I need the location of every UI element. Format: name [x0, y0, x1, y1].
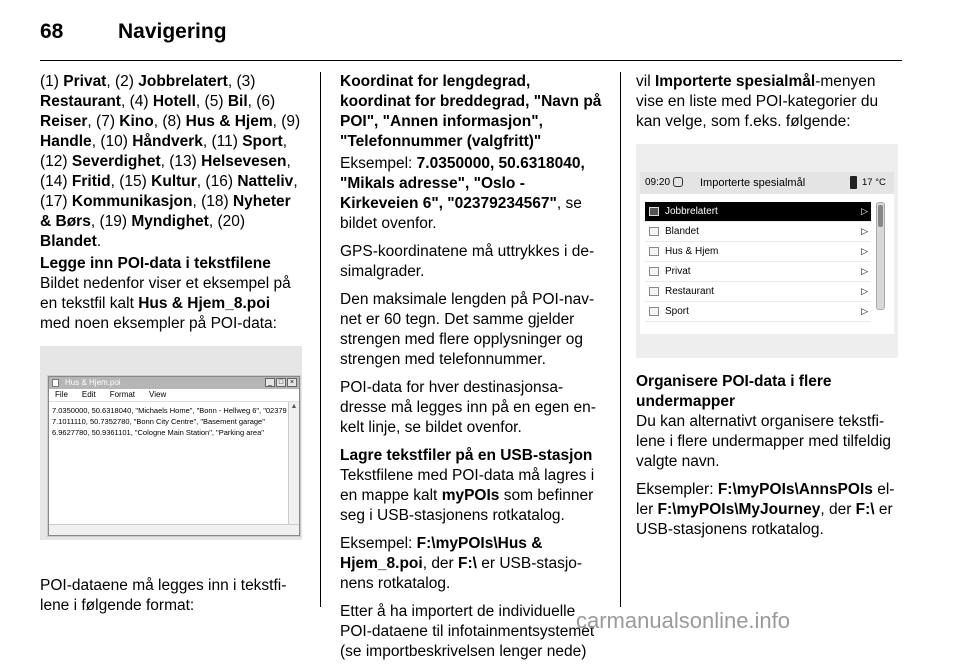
category-number: (16): [205, 173, 233, 190]
category-number: (17): [40, 193, 68, 210]
chevron-right-icon: ▷: [861, 266, 868, 276]
maximize-button[interactable]: □: [276, 378, 286, 387]
category-number: (18): [201, 193, 229, 210]
category-name: Jobbrelatert: [138, 73, 228, 90]
category-number: (2): [114, 73, 134, 90]
notepad-menubar: [49, 389, 299, 402]
poi-line: 6.9627780, 50.9361101, "Cologne Main Station", "Parking area": [52, 428, 264, 437]
category-icon: [649, 307, 659, 316]
heading-usb: Lagre tekstfiler på en USB-stasjon: [340, 447, 593, 464]
category-number: (15): [119, 173, 147, 190]
category-name: Severdighet: [71, 153, 161, 170]
paragraph-format-intro: POI-dataene må legges inn i tekstfi-lene i følgende format:: [40, 577, 287, 614]
chevron-right-icon: ▷: [861, 226, 868, 236]
category-name: Privat: [63, 73, 107, 90]
category-name: Hotell: [152, 93, 196, 110]
category-label: Hus & Hjem: [665, 246, 719, 257]
category-name: Kino: [119, 113, 154, 130]
chevron-right-icon: ▷: [861, 206, 868, 216]
category-name: Håndverk: [132, 133, 203, 150]
poi-category-item[interactable]: [645, 302, 871, 322]
category-number: (1): [40, 73, 59, 90]
notepad-text-area[interactable]: [49, 402, 299, 535]
poi-line: 7.1011110, 50.7352780, "Bonn City Centre", "Basement garage": [52, 417, 265, 426]
scrollbar-thumb[interactable]: [878, 205, 883, 227]
category-name: Handle: [40, 133, 92, 150]
category-label: Restaurant: [665, 286, 714, 297]
category-name: Restaurant: [40, 93, 121, 110]
chevron-right-icon: ▷: [861, 246, 868, 256]
paragraph-subfolder-examples: Eksempler: F:\myPOIs\AnnsPOIs el-ler F:\myPOIs\MyJourney, der F:\ er USB-stasjonens rotkatalog.: [636, 481, 895, 538]
category-name: Reiser: [40, 113, 88, 130]
paragraph-gps: GPS-koordinatene må uttrykkes i de-simalgrader.: [340, 243, 595, 280]
category-number: (8): [162, 113, 182, 130]
category-number: (5): [204, 93, 224, 110]
category-name: Kultur: [151, 173, 197, 190]
paragraph-import: Etter å ha importert de individuelle POI-dataene til infotainmentsystemet (se importbeskrivelsen lenger nede): [340, 603, 595, 660]
screen-header: [640, 172, 894, 194]
header-rule: [40, 60, 902, 61]
category-number: (4): [129, 93, 149, 110]
category-name: Hus & Hjem: [185, 113, 273, 130]
page-number: 68: [40, 20, 64, 43]
poi-category-item[interactable]: [645, 222, 871, 242]
page-header: [40, 16, 900, 56]
notepad-screenshot: [40, 346, 302, 540]
horizontal-scrollbar[interactable]: [49, 524, 299, 535]
category-name: Myndighet: [131, 213, 209, 230]
chevron-right-icon: ▷: [861, 286, 868, 296]
document-icon: [52, 379, 59, 387]
poi-category-list: [645, 202, 871, 322]
category-number: (20): [217, 213, 246, 230]
poi-category-item[interactable]: [645, 262, 871, 282]
paragraph-menu: vil Importerte spesialmål-menyen vise en liste med POI-kategorier du kan velge, som f.eks. følgende:: [636, 73, 879, 130]
category-name: Bil: [227, 93, 248, 110]
category-number: (14): [40, 173, 68, 190]
phone-icon: [850, 176, 857, 189]
vertical-scrollbar[interactable]: [288, 402, 299, 535]
section-title: Navigering: [118, 20, 227, 43]
notepad-titlebar: [49, 377, 299, 389]
poi-line: 7.0350000, 50.6318040, "Michaels Home", "Bonn - Hellweg 6", "02379: [52, 406, 287, 415]
paragraph-usb-folder: Tekstfilene med POI-data må lagres i en mappe kalt myPOIs som befinner seg i USB-stasjonens rotkatalog.: [340, 467, 595, 524]
clock-time: 09:20: [645, 177, 671, 188]
column-2: [340, 72, 604, 670]
category-number: (9): [281, 113, 301, 130]
menu-format[interactable]: Format: [109, 390, 136, 399]
category-number: (11): [211, 133, 238, 150]
category-icon: [649, 287, 659, 296]
heading-subfolders: Organisere POI-data i flere undermapper: [636, 373, 832, 410]
category-name: Fritid: [71, 173, 111, 190]
category-number: (7): [96, 113, 115, 130]
poi-category-item[interactable]: [645, 242, 871, 262]
infotainment-screen: [640, 172, 894, 334]
category-name: Helsevesen: [201, 153, 287, 170]
column-divider: [320, 72, 321, 607]
category-number: (3): [236, 73, 256, 90]
poi-category-item[interactable]: [645, 282, 871, 302]
category-icon: [649, 207, 659, 216]
watermark: carmanualsonline.info: [576, 608, 791, 633]
category-icon: [649, 247, 659, 256]
chevron-right-icon: ▷: [861, 306, 868, 316]
menu-view[interactable]: View: [149, 390, 167, 399]
notepad-title: Hus & Hjem.poi: [65, 378, 121, 387]
poi-category-item[interactable]: [645, 202, 871, 222]
back-icon[interactable]: [673, 177, 683, 187]
category-name: Sport: [242, 133, 283, 150]
category-icon: [649, 227, 659, 236]
category-label: Blandet: [665, 226, 699, 237]
category-number: (12): [40, 153, 68, 170]
infotainment-screenshot: [636, 144, 898, 358]
paragraph-maxlen: Den maksimale lengden på POI-nav-net er 60 tegn. Det samme gjelder strengen med flere opplysninger og strengen med telefonnummer.: [340, 291, 595, 368]
category-name: Nyheter & Børs: [40, 193, 291, 230]
menu-edit[interactable]: Edit: [81, 390, 96, 399]
scroll-up-icon[interactable]: ▲: [290, 403, 298, 410]
category-number: (10): [100, 133, 128, 150]
paragraph-subfolders: Du kan alternativt organisere tekstfi-lene i flere undermapper med tilfeldig valgte navn.: [636, 413, 892, 470]
column-1: [40, 72, 302, 624]
category-name: Natteliv: [237, 173, 294, 190]
category-number: (19): [99, 213, 128, 230]
column-divider: [620, 72, 621, 607]
close-button[interactable]: ×: [287, 378, 297, 387]
paragraph-textfile-example: Bildet nedenfor viser et eksempel på en tekstfil kalt Hus & Hjem_8.poi med noen eksempler på POI-data:: [40, 275, 291, 332]
category-list: (1) Privat, (2) Jobbrelatert, (3) Restaurant, (4) Hotell, (5) Bil, (6) Reiser, (7) Kino, (8) Hus & Hjem, (9) Handle, (10) Håndverk, (11) Sport, (12) Severdighet, (13) Helsevesen, (14) Fritid, (15) Kultur, (16) Natteliv, (17) Kommunikasjon, (18) Nyheter & Børs, (19) Myndighet, (20) Blandet.: [40, 73, 301, 250]
category-label: Jobbrelatert: [665, 206, 718, 217]
minimize-button[interactable]: _: [265, 378, 275, 387]
column-3: [636, 72, 904, 548]
paragraph-one-line: POI-data for hver destinasjonsa-dresse må legges inn på en egen en-kelt linje, se bildet ovenfor.: [340, 379, 596, 436]
category-number: (13): [169, 153, 197, 170]
list-scrollbar[interactable]: [876, 202, 885, 310]
format-heading: Koordinat for lengdegrad, koordinat for breddegrad, "Navn på POI", "Annen informasjon", "Telefonnummer (valgfritt)": [340, 73, 602, 150]
category-icon: [649, 267, 659, 276]
category-name: Kommunikasjon: [71, 193, 193, 210]
paragraph-usb-example: Eksempel: F:\myPOIs\Hus & Hjem_8.poi, der F:\ er USB-stasjo-nens rotkatalog.: [340, 535, 583, 592]
paragraph-example: Eksempel: 7.0350000, 50.6318040, "Mikals adresse", "Oslo - Kirkeveien 6", "02379234567", se bildet ovenfor.: [340, 155, 585, 232]
notepad-window: [48, 376, 300, 536]
screen-title: Importerte spesialmål: [700, 177, 806, 189]
category-label: Sport: [665, 306, 689, 317]
category-label: Privat: [665, 266, 691, 277]
category-number: (6): [256, 93, 276, 110]
category-name: Blandet: [40, 233, 97, 250]
menu-file[interactable]: File: [55, 390, 68, 399]
heading-poi-textfiles: Legge inn POI-data i tekstfilene: [40, 255, 271, 272]
temperature: 17 °C: [862, 177, 886, 188]
